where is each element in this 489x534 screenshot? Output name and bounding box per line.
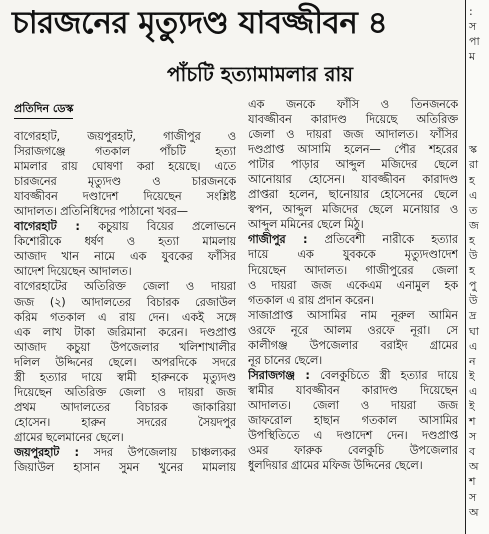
article-line: বাগেরহাট, জয়পুরহাট, গাজীপুর ও — [14, 129, 236, 143]
article-line: গাজীপুর : প্রতিবেশী নারীকে হত্যার — [248, 232, 458, 247]
byline: প্রতিদিন ডেস্ক — [14, 101, 73, 119]
adjacent-strip-fragment: স — [469, 430, 477, 444]
article-line: ও দায়রা জজ একেএম এনামুল হক — [248, 277, 458, 292]
adjacent-strip-fragment: জ — [469, 218, 479, 232]
article-line: সিরাজগঞ্জে গতকাল পাঁচটি হত্যা — [14, 144, 236, 159]
article-line: প্রথম আদালতের বিচারক জাকারিয়া — [14, 399, 236, 414]
adjacent-strip-fragment: হ — [469, 233, 475, 247]
adjacent-strip-fragment: অ — [469, 460, 479, 474]
adjacent-strip-fragment: এ — [469, 188, 478, 202]
article-line: প্রাপ্তরা হলেন, ছানোয়ার হোসেনের ছেলে — [248, 187, 458, 202]
adjacent-strip-fragment: পু — [469, 279, 477, 293]
article-line: জয়পুরহাট : সদর উপজেলায় চাঞ্চল্যকর — [14, 444, 236, 459]
adjacent-strip-top — [466, 4, 489, 64]
adjacent-strip-fragment: ন — [469, 354, 476, 368]
adjacent-article-strip — [465, 0, 489, 534]
adjacent-strip-fragment: স্ক — [469, 143, 477, 157]
article-line: আজাদ খান নামে এক যুবকের ফাঁসির — [14, 249, 236, 264]
article-line: আদালত। জেলা ও দায়রা জজ — [248, 397, 458, 412]
article-line: উপস্থিতিতে এ দণ্ডাদেশ দেন। দণ্ডপ্রাপ্ত — [248, 428, 458, 443]
article-line: জজ (২) আদালতের বিচারক রেজাউল — [14, 294, 236, 309]
adjacent-strip-body — [466, 142, 489, 519]
dateline: গাজীপুর : — [248, 232, 308, 247]
article-line: দিয়েছেন অতিরিক্ত জেলা ও দায়রা জজ — [14, 384, 236, 399]
article-line: করিম গতকাল এ রায় দেন। একই সঙ্গে — [14, 309, 236, 324]
article-line: স্ত্রী হত্যার দায়ে স্বামী হারুনকে মৃত্যুদণ্ড — [14, 369, 236, 384]
adjacent-strip-fragment: অ — [469, 505, 479, 519]
article-line: স্বামীর যাবজ্জীবন কারাদণ্ড দিয়েছেন — [248, 382, 458, 397]
article-column-right — [248, 97, 458, 473]
article-line: কালীগঞ্জ উপজেলার বরাইদ গ্রামের — [248, 337, 458, 352]
article-line: দিয়েছেন আদালত। গাজীপুরের জেলা — [248, 262, 458, 277]
article-line: মামলার রায় ঘোষণা করা হয়েছে। এতে — [14, 159, 236, 174]
article-line: আদালত। প্রতিনিধিদের পাঠানো খবর— — [14, 204, 188, 219]
adjacent-strip-fragment: উ — [469, 294, 478, 308]
adjacent-strip-fragment: পা — [469, 35, 480, 49]
adjacent-strip-fragment: ত — [469, 203, 478, 217]
article-line: ওমর ফারুক বেলকুচি উপজেলার — [248, 443, 458, 458]
adjacent-strip-fragment: স — [469, 20, 477, 34]
adjacent-strip-fragment: ই — [469, 399, 475, 413]
adjacent-strip-fragment: এ — [469, 384, 478, 398]
article-column-left — [14, 97, 236, 475]
article-line: ওরফে নূরে আলম ওরফে নূরা। সে — [248, 322, 458, 337]
article-line: আব্দুল মমিনের ছেলে মিঠু। — [248, 217, 364, 232]
article-line: হোসেন। হারুন সদরের সৈয়দপুর — [14, 414, 236, 429]
article-line: সিরাজগঞ্জ : বেলকুচিতে স্ত্রী হত্যার দায়ে — [248, 367, 458, 382]
adjacent-strip-fragment: শ — [469, 475, 476, 489]
article-line: জাফরোল হাছান গতকাল আসামির — [248, 412, 458, 427]
adjacent-strip-fragment: হ — [469, 264, 475, 278]
article-line: দণ্ডপ্রাপ্ত আসামি হলেন— পৌর শহরের — [248, 142, 458, 157]
article-line: আজাদ কচুয়া উপজেলার খলিশাখালীর — [14, 339, 236, 354]
subheadline: পাঁচটি হত্যামামলার রায় — [166, 62, 354, 86]
adjacent-strip-fragment: এ — [469, 339, 478, 353]
article-line: কিশোরীকে ধর্ষণ ও হত্যা মামলায় — [14, 234, 236, 249]
article-line: আনোয়ার হোসেন। যাবজ্জীবন কারাদণ্ড — [248, 172, 458, 187]
article-line: বাগেরহাট : কচুয়ায় বিয়ের প্রলোভনে — [14, 219, 236, 234]
article-line: যাবজ্জীবন দণ্ডাদেশ দিয়েছেন সংশ্লিষ্ট — [14, 189, 236, 204]
adjacent-strip-fragment: শ — [469, 415, 476, 429]
left-column-text — [14, 129, 236, 475]
article-line: চারজনের মৃত্যুদণ্ড ও চারজনকে — [14, 174, 236, 189]
headline: চারজনের মৃত্যুদণ্ড যাবজ্জীবন ৪ — [12, 5, 388, 41]
article-line: স্বপন, আব্দুল মজিদের ছেলে মনোয়ার ও — [248, 202, 458, 217]
dateline: সিরাজগঞ্জ : — [248, 367, 310, 382]
adjacent-strip-fragment: ই — [469, 369, 475, 383]
article-line: যাবজ্জীবন কারাদণ্ড দিয়েছে অতিরিক্ত — [248, 112, 458, 127]
article-line: পাটার পাড়ার আব্দুল মজিদের ছেলে — [248, 157, 458, 172]
adjacent-strip-fragment: দ্র — [469, 309, 477, 323]
article-line: জিয়াউল হাসান সুমন খুনের মামলায় — [14, 460, 236, 475]
adjacent-strip-fragment: হ — [469, 173, 475, 187]
article-line: দলিল উদ্দিনের ছেলে। অপরদিকে সদরে — [14, 354, 236, 369]
article-line: এক লাখ টাকা জরিমানা করেন। দণ্ডপ্রাপ্ত — [14, 324, 236, 339]
right-column-text — [248, 97, 458, 473]
article-line: সাজাপ্রাপ্ত আসামির নাম নূরুল আমিন — [248, 307, 458, 322]
article-line: জেলা ও দায়রা জজ আদালত। ফাঁসির — [248, 127, 458, 142]
article-line: গ্রামের ছলেমানের ছেলে। — [14, 429, 124, 444]
article-line: নূর চানের ছেলে। — [248, 352, 323, 367]
adjacent-strip-fragment: ঘা — [469, 324, 479, 338]
article-line: এক জনকে ফাঁসি ও তিনজনকে — [248, 97, 458, 111]
dateline: জয়পুরহাট : — [14, 444, 79, 459]
dateline: বাগেরহাট : — [14, 219, 80, 234]
adjacent-strip-fragment: স — [469, 490, 477, 504]
adjacent-strip-fragment: : — [469, 5, 473, 18]
article-line: আদেশ দিয়েছেন আদালত। — [14, 264, 132, 279]
article-line: দায়ে এক যুবককে মৃত্যুদণ্ডাদেশ — [248, 247, 458, 262]
adjacent-strip-fragment: ম — [469, 50, 476, 64]
article-line: বাগেরহাটের অতিরিক্ত জেলা ও দায়রা — [14, 279, 236, 294]
adjacent-strip-fragment: উ — [469, 249, 478, 263]
adjacent-strip-fragment: ব — [469, 445, 476, 459]
article-line: ধুলদিয়ার গ্রামের মফিজ উদ্দিনের ছেলে। — [248, 458, 423, 473]
article-line: গতকাল এ রায় প্রদান করেন। — [248, 292, 374, 307]
adjacent-strip-fragment: রা — [469, 158, 479, 172]
